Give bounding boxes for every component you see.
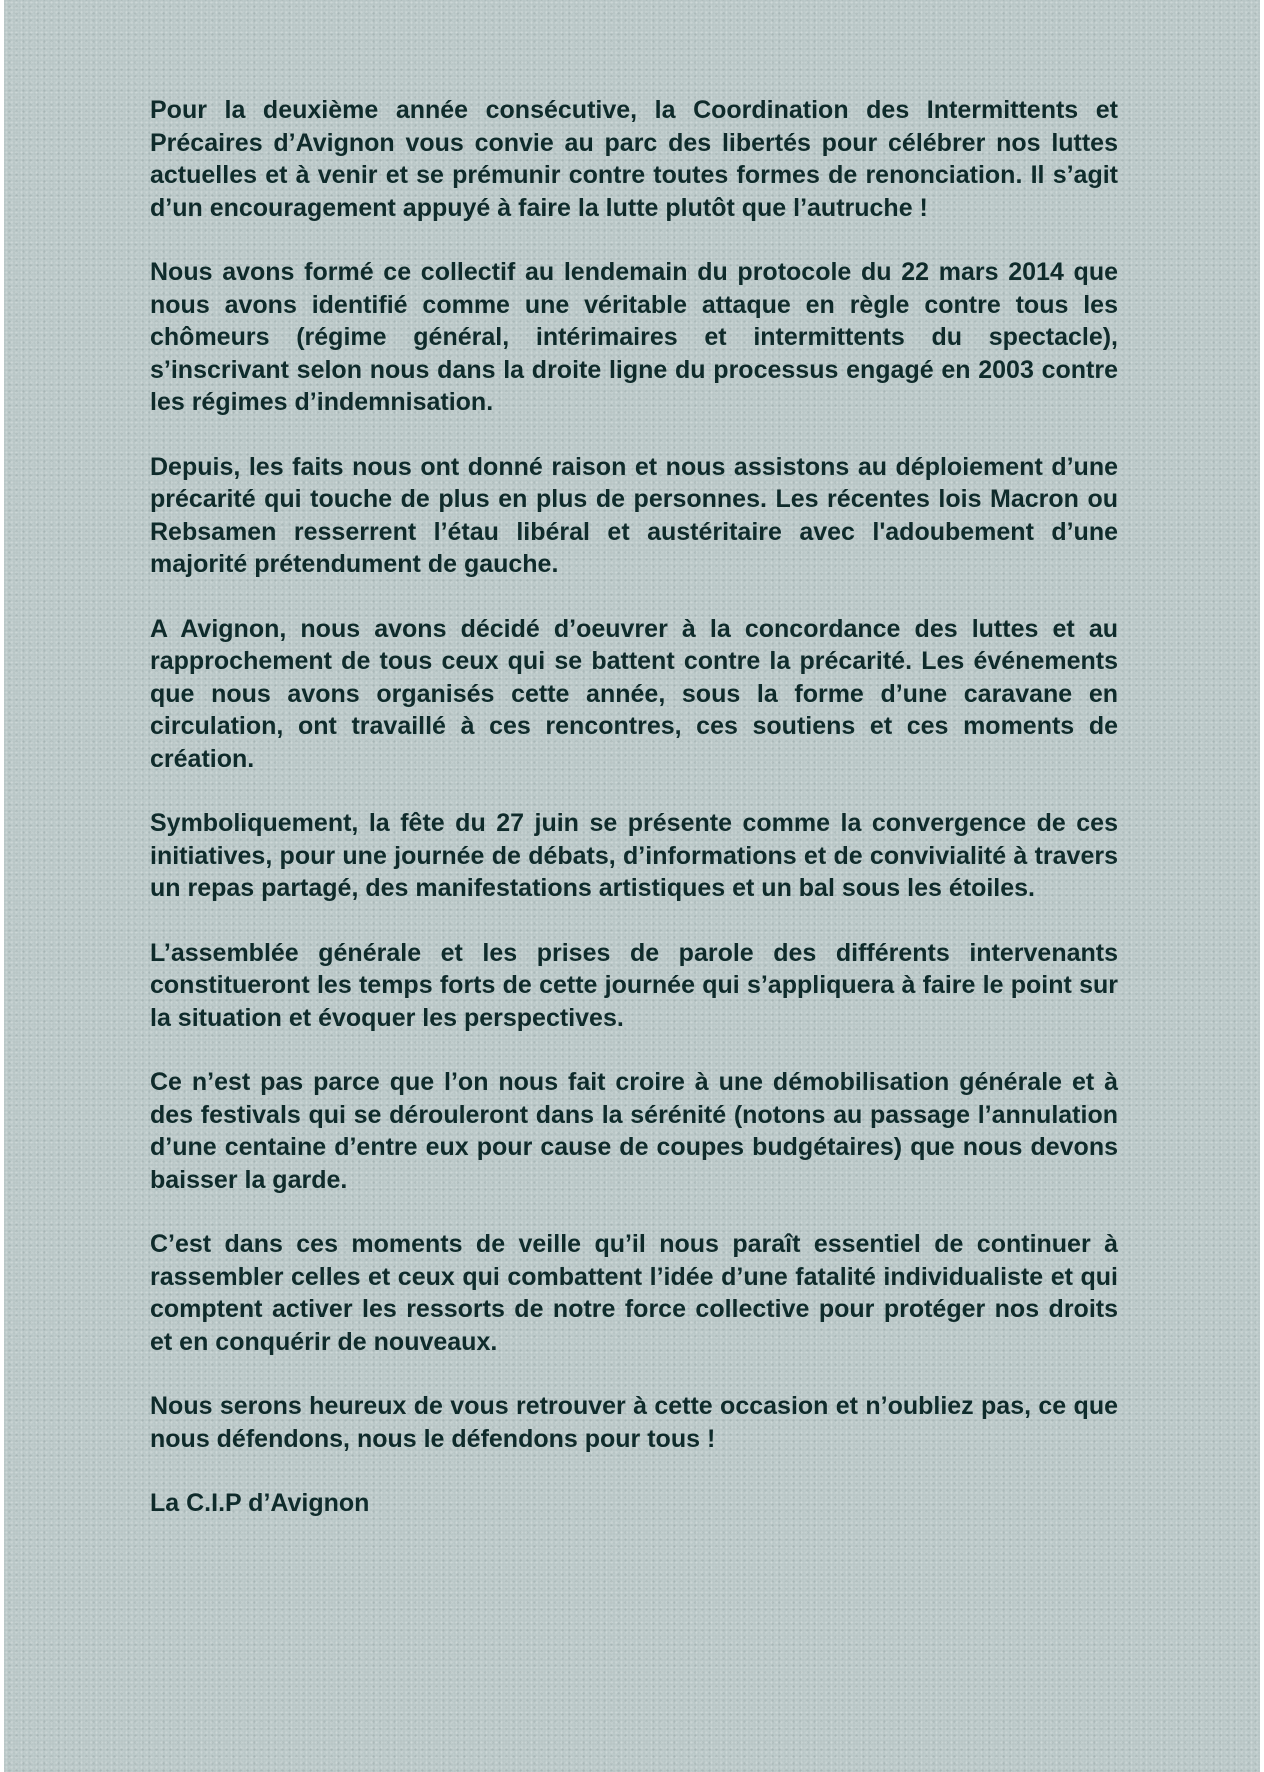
paragraph-8: C’est dans ces moments de veille qu’il nous paraît essentiel de continuer à rassembler celles et ceux qui combattent l’idée d’une fatalité individualiste et qui comptent activer les ressorts de notre force collective pour protéger nos droits et en conquérir de nouveaux. <box>150 1230 1118 1356</box>
paragraph-7: Ce n’est pas parce que l’on nous fait croire à une démobilisation générale et à des festivals qui se dérouleront dans la sérénité (notons au passage l’annulation d’une centaine d’entre eux pour cause de coupes budgétaires) que nous devons baisser la garde. <box>150 1068 1118 1194</box>
letter-page <box>4 0 1260 1772</box>
paragraph-2: Nous avons formé ce collectif au lendemain du protocole du 22 mars 2014 que nous avons identifié comme une véritable attaque en règle contre tous les chômeurs (régime général, intérimaires et intermittents du spectacle), s’inscrivant selon nous dans la droite ligne du processus engagé en 2003 contre les régimes d’indemnisation. <box>150 258 1118 416</box>
paragraph-3: Depuis, les faits nous ont donné raison et nous assistons au déploiement d’une précarité qui touche de plus en plus de personnes. Les récentes lois Macron ou Rebsamen resserrent l’étau libéral et austéritaire avec l'adoubement d’une majorité prétendument de gauche. <box>150 452 1118 578</box>
paragraph-5: Symboliquement, la fête du 27 juin se présente comme la convergence de ces initiatives, pour une journée de débats, d’informations et de convivialité à travers un repas partagé, des manifestations artistiques et un bal sous les étoiles. <box>150 809 1118 902</box>
paragraph-6: L’assemblée générale et les prises de parole des différents intervenants constitueront les temps forts de cette journée qui s’appliquera à faire le point sur la situation et évoquer les perspectives. <box>150 938 1118 1032</box>
paragraph-1: Pour la deuxième année consécutive, la Coordination des Intermittents et Précaires d’Avignon vous convie au parc des libertés pour célébrer nos luttes actuelles et à venir et se prémunir contre toutes formes de renonciation. Il s’agit d’un encouragement appuyé à faire la lutte plutôt que l’autruche ! <box>150 96 1118 222</box>
letter-body <box>150 94 1118 1520</box>
paragraph-4: A Avignon, nous avons décidé d’oeuvrer à la concordance des luttes et au rapprochement de tous ceux qui se battent contre la précarité. Les événements que nous avons organisés cette année, sous la forme d’une caravane en circulation, ont travaillé à ces rencontres, ces soutiens et ces moments de création. <box>150 614 1118 773</box>
paragraph-9: Nous serons heureux de vous retrouver à cette occasion et n’oubliez pas, ce que nous défendons, nous le défendons pour tous ! <box>150 1392 1118 1453</box>
signature: La C.I.P d’Avignon <box>150 1489 370 1517</box>
